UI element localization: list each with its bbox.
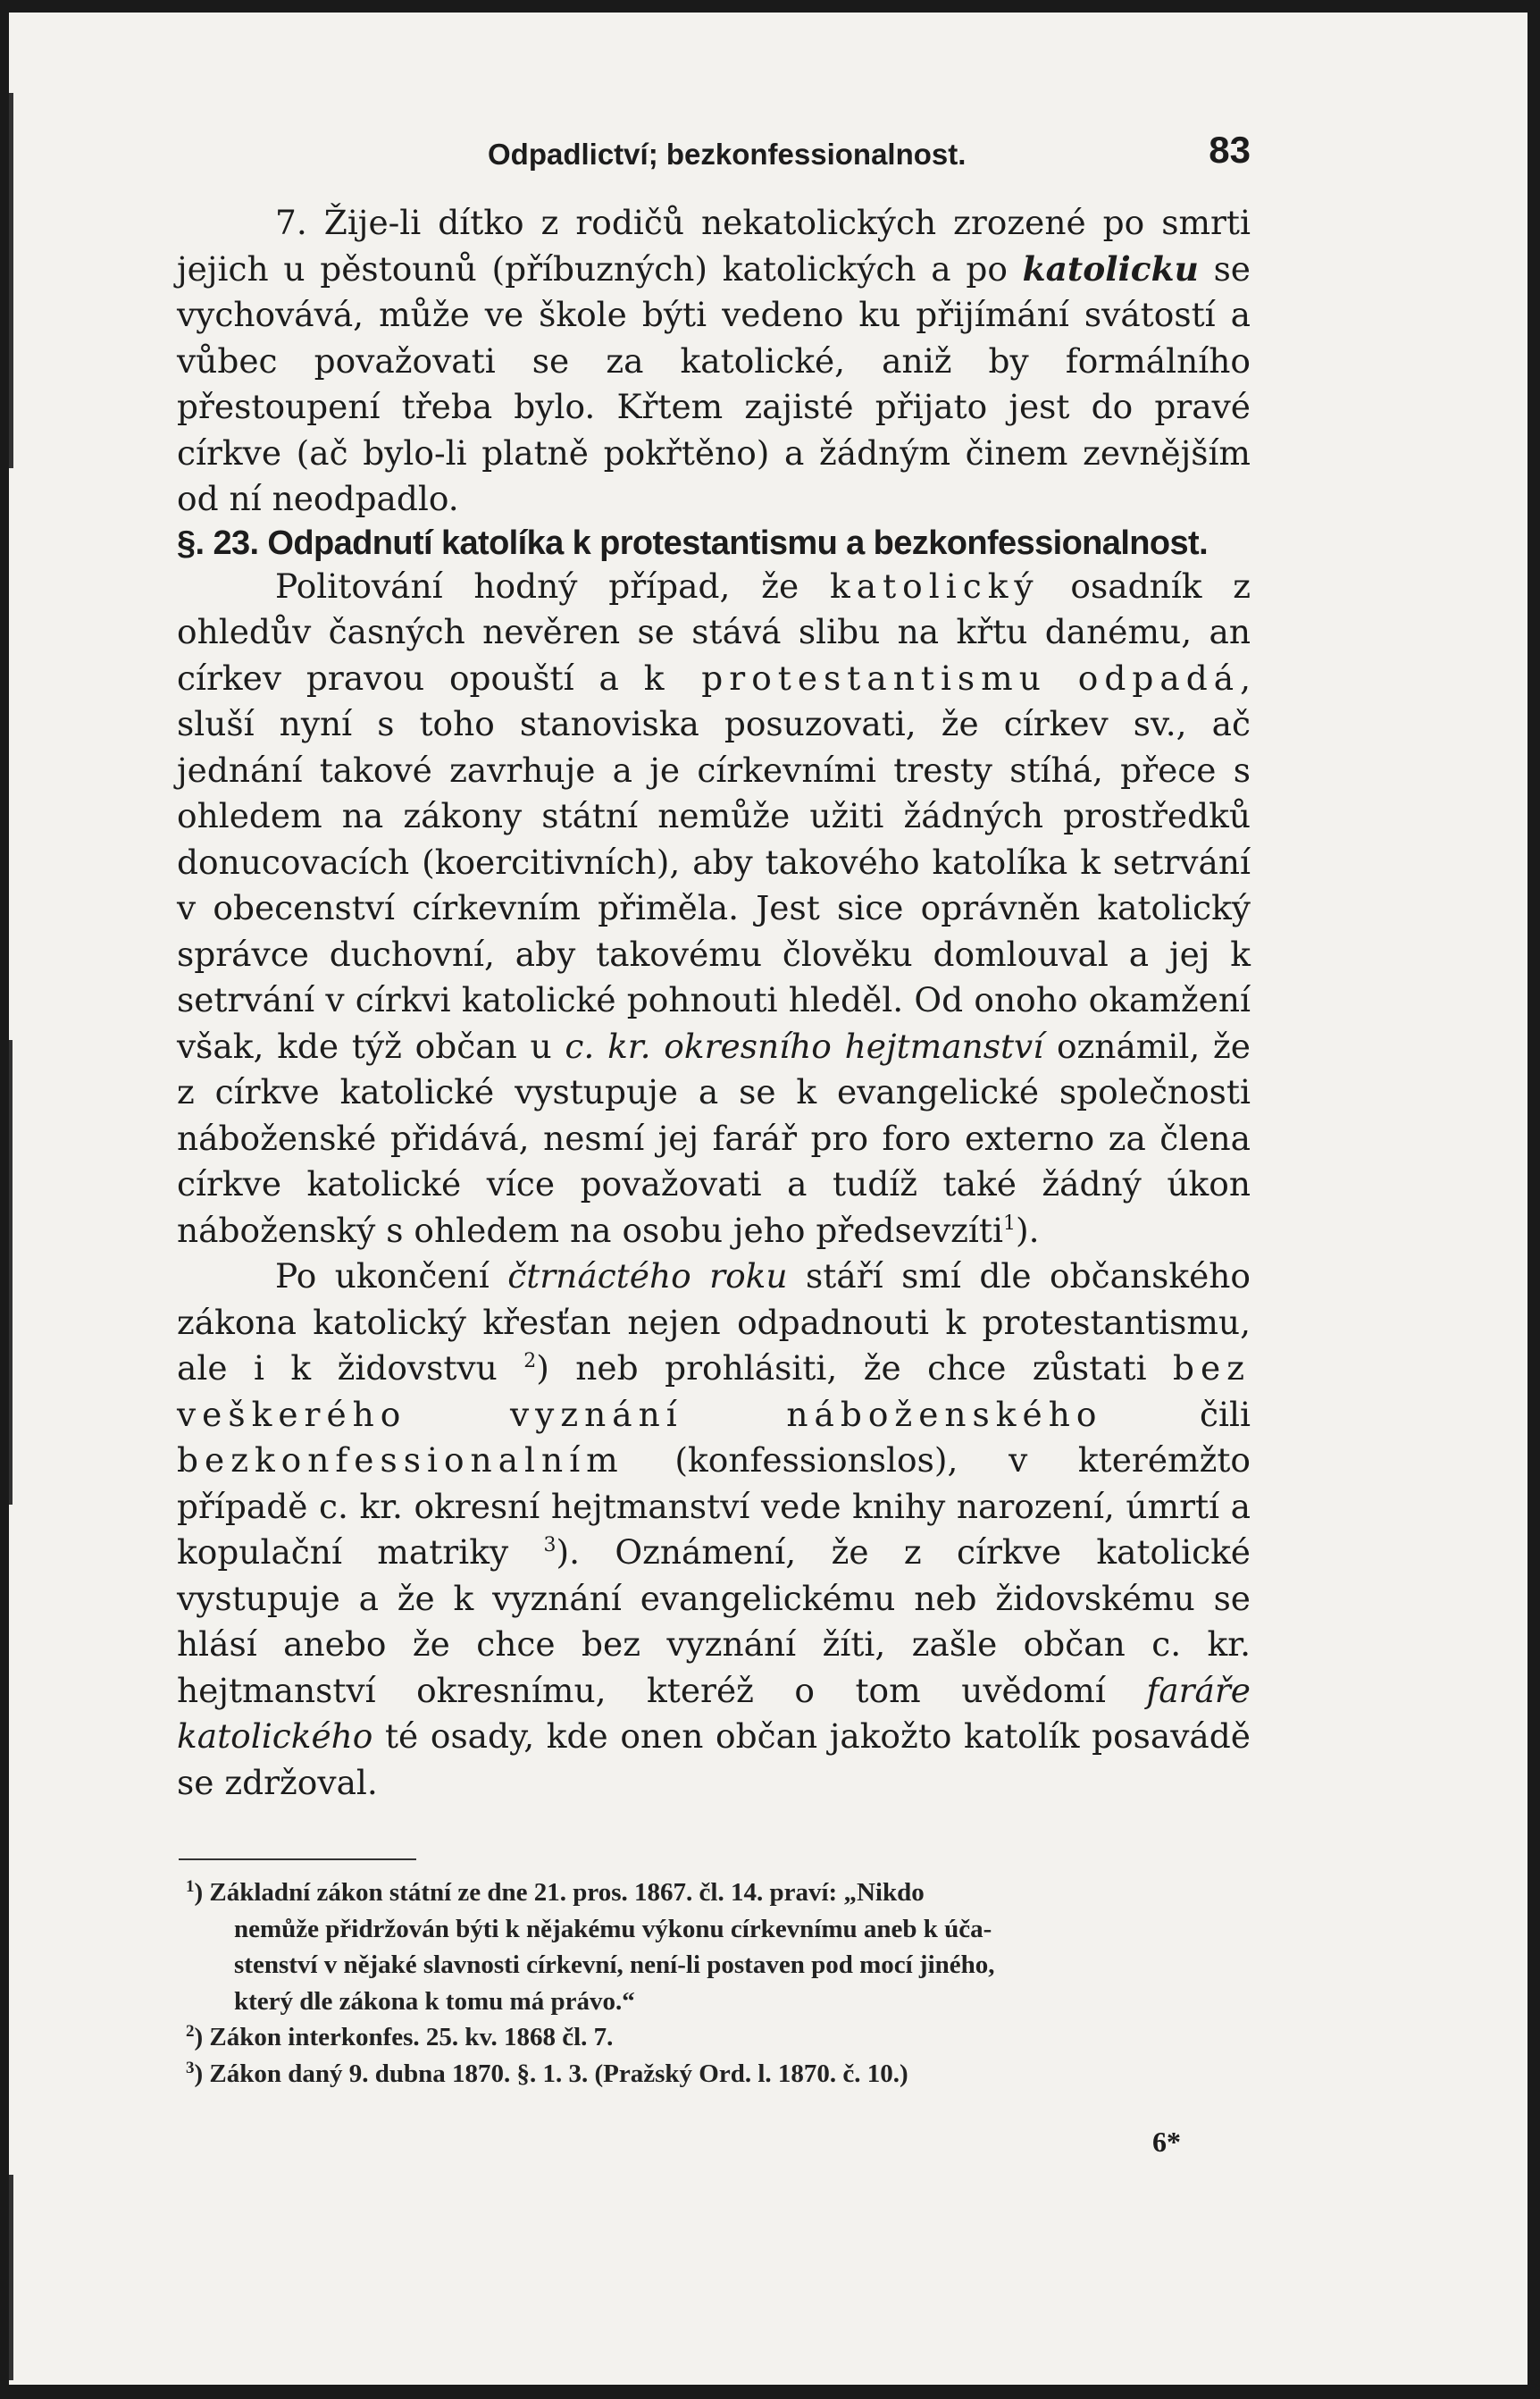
text-run: stáří smí dle občanského zákona katolický křesťan nejen odpadnouti k protestantismu, ale i k židovstvu: [177, 1256, 1251, 1388]
margin-mark: [9, 2175, 13, 2380]
footnote-line: ) Zákon interkonfes. 25. kv. 1868 čl. 7.: [194, 2023, 614, 2051]
text-run: osadník z ohledův časných nevěren se stává slibu na křtu danému, an církev pravou opouští a: [177, 566, 1251, 698]
section-heading: §. 23. Odpadnutí katolíka k protestantismu a bezkonfessionalnost.: [177, 524, 1209, 562]
italic-emphasis: c. kr. okresního hejtmanství: [565, 1026, 1044, 1066]
footnote-divider: [179, 1858, 416, 1860]
running-title: Odpadlictví; bezkonfessionalnost.: [488, 138, 967, 171]
footnote-1-line: nemůže přidržován býti k nějakému výkonu církevnímu aneb k úča-: [234, 1914, 992, 1943]
spaced-emphasis: k protestantismu odpadá: [643, 658, 1241, 698]
text-run: (konfessionslos), v kterémžto případě c. kr. okresní hejtmanství vede knihy narození, úmrtí a kopulační matriky: [177, 1440, 1251, 1572]
text-run: se vychovává, může ve škole býti vedeno ku přijímání svátostí a vůbec považovati se za katolické, aniž by formálního přestoupení třeba bylo. Křtem zajisté přijato jest do pravé církve (ač bylo-li platně pokřtěno) a žádným činem zevnějším od ní neodpadlo.: [177, 248, 1251, 518]
paragraph-age-14: [177, 1254, 1251, 1806]
text-run: čili: [1102, 1394, 1251, 1434]
footnote-number: 2: [186, 2022, 195, 2041]
text-run: Politování hodný případ, že: [275, 566, 830, 606]
main-text: [177, 200, 1251, 1806]
footnote-number: 1: [186, 1877, 195, 1896]
page-number: 83: [1209, 129, 1251, 171]
page-header: [143, 129, 1251, 182]
text-run: ) neb prohlásiti, že chce zůstati: [536, 1348, 1174, 1388]
text-run: , sluší nyní s toho stanoviska posuzovati, že církev sv., ač jednání takové zavrhuje a je církevními tresty stíhá, přece s ohledem na zákony státní nemůže užiti žádných prostředků donucovacích (koercitivních), aby takového katolíka k setrvání v obecenství církevním přiměla. Jest sice oprávněn katolický správce duchovní, aby takovému člověku domlouval a jej k setrvání v církvi katolické pohnouti hleděl. Od onoho okamžení však, kde týž občan u: [177, 658, 1251, 1066]
margin-mark: [9, 93, 13, 468]
footnote-ref: 1: [1002, 1212, 1016, 1235]
text-run: ). Oznámení, že z církve katolické vystupuje a že k vyznání evangelickému neb židovskému se hlásí anebo že chce bez vyznání žíti, zašle občan c. kr. hejtmanství okresnímu, kteréž o tom uvědomí: [177, 1532, 1251, 1710]
footnotes: [186, 1875, 1195, 2092]
footnote-line: ) Zákon daný 9. dubna 1870. §. 1. 3. (Pražský Ord. l. 1870. č. 10.): [194, 2059, 908, 2088]
emphasis-katolicku: katolicku: [1022, 248, 1199, 289]
footnote-line: ) Základní zákon státní ze dne 21. pros. 1867. čl. 14. praví: „Nikdo: [194, 1878, 925, 1907]
footnote-ref: 2: [523, 1350, 537, 1372]
footnote-number: 3: [186, 2058, 195, 2077]
footnote-1-line: stenství v nějaké slavnosti církevní, není-li postaven pod mocí jiného,: [234, 1950, 995, 1979]
book-page: [9, 13, 1527, 2385]
footnote-1: [186, 1875, 1195, 1911]
margin-mark: [9, 1040, 13, 1505]
spaced-emphasis: bezkonfessionalním: [177, 1440, 624, 1480]
paragraph-apostasy: [177, 564, 1251, 1254]
paragraph-7: [177, 200, 1251, 523]
text-run: ).: [1015, 1210, 1040, 1250]
text-run: 7. Žije-li dítko z rodičů nekatolických zrozené po smrti jejich u pěstounů (příbuzných) katolických a po: [177, 203, 1251, 289]
footnote-2: [186, 2019, 1195, 2056]
footnote-ref: 3: [543, 1534, 557, 1556]
text-run: té osady, kde onen občan jakožto katolík posavádě se zdržoval.: [177, 1716, 1251, 1802]
signature-mark: 6*: [1152, 2126, 1181, 2158]
spaced-emphasis: katolický: [829, 566, 1040, 606]
text-run: oznámil, že z církve katolické vystupuje a se k evangelické společnosti náboženské přidává, nesmí jej farář pro foro externo za člena církve katolické více považovati a tudíž také žádný úkon náboženský s ohledem na osobu jeho předsevzíti: [177, 1026, 1251, 1250]
footnote-3: [186, 2056, 1195, 2093]
italic-emphasis: čtrnáctého roku: [507, 1256, 788, 1296]
text-run: Po ukončení: [275, 1256, 508, 1296]
spaced-emphasis: bez veškerého vyznání náboženského: [177, 1348, 1251, 1434]
italic-emphasis: faráře katolického: [177, 1670, 1251, 1756]
footnote-1-line: který dle zákona k tomu má právo.“: [234, 1986, 635, 2016]
